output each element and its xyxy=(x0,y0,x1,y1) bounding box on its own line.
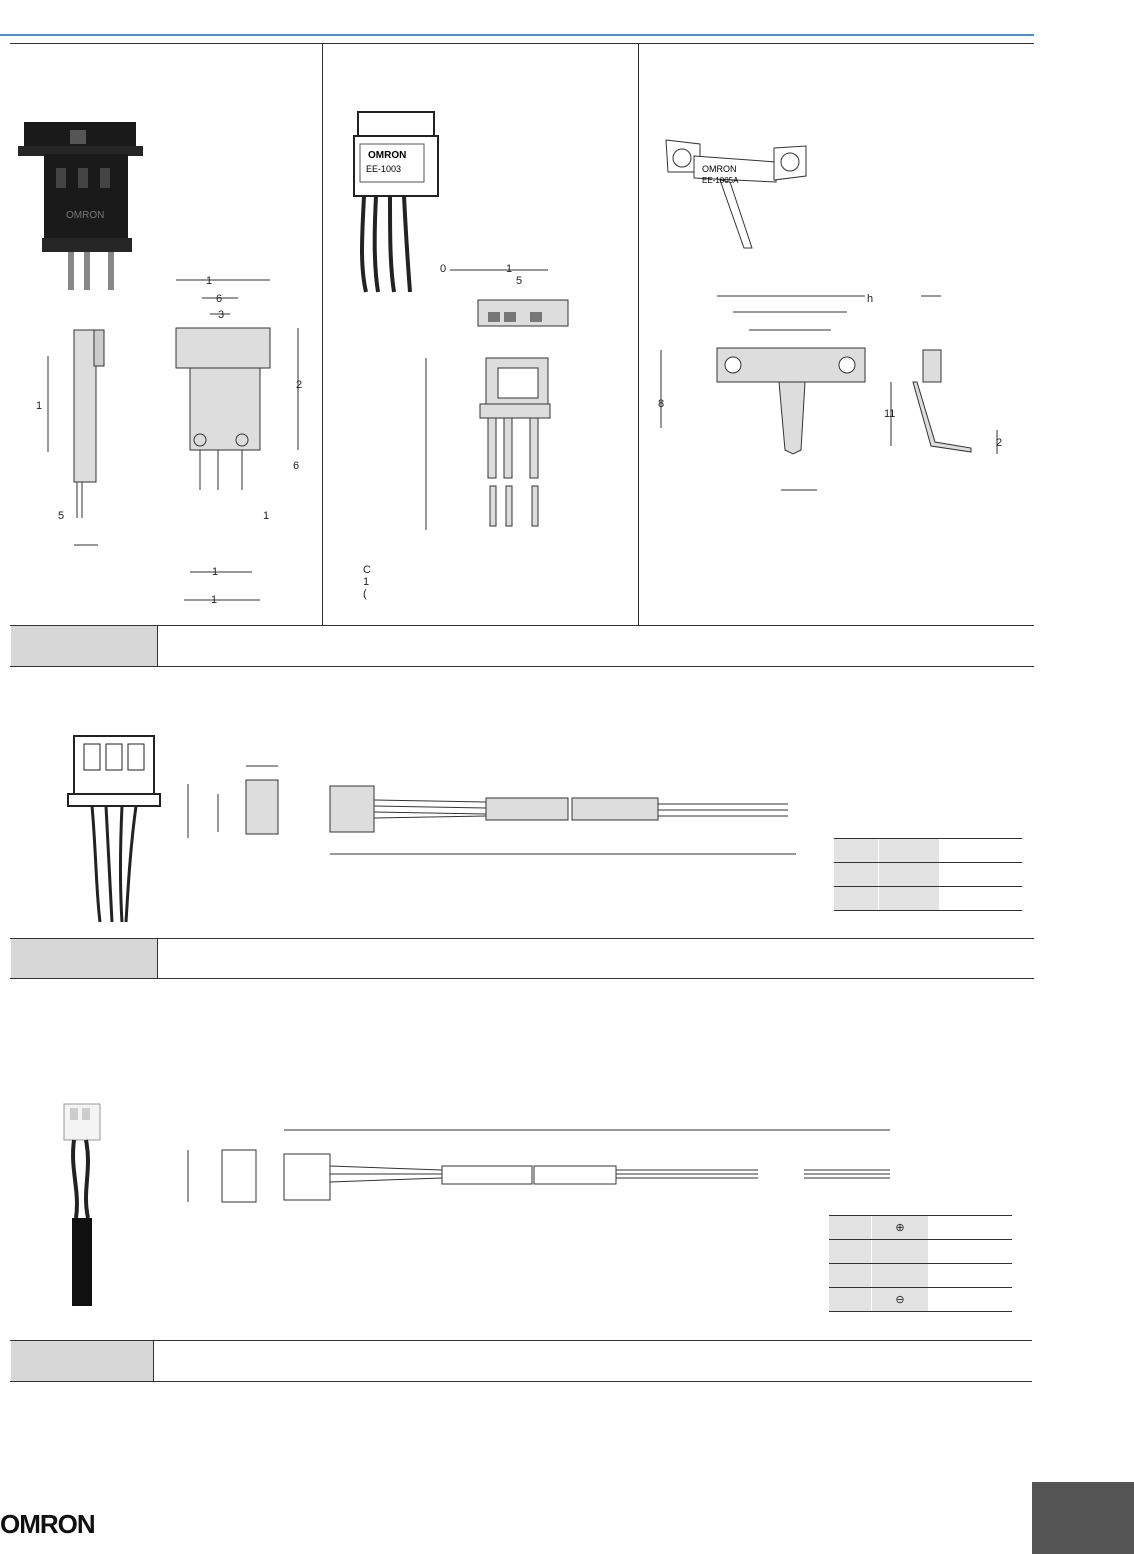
plus-icon: ⊕ xyxy=(895,1222,905,1234)
dim-label: 1 xyxy=(212,566,219,578)
panel-divider xyxy=(322,43,323,625)
page-tab-block xyxy=(1032,1482,1134,1554)
dim-label: h xyxy=(867,293,874,305)
header-rule xyxy=(0,34,1034,36)
ee1005a-product-image xyxy=(664,132,814,262)
ee1005a-side-drawing xyxy=(885,290,1005,490)
ee1003-dimension-drawing xyxy=(420,260,570,550)
dim-label: 0 xyxy=(440,263,447,275)
section-label-box xyxy=(11,626,157,666)
cable-connector-end-drawing xyxy=(180,760,300,850)
dim-label: 5 xyxy=(58,510,65,522)
svg-text:OMRON: OMRON xyxy=(66,210,105,221)
section3-label-rule xyxy=(10,1340,1032,1341)
ee1005a-label: EE-1005A xyxy=(702,176,739,185)
svg-text:OMRON: OMRON xyxy=(368,150,407,161)
svg-text:OMRON: OMRON xyxy=(702,164,737,174)
note-line: ( xyxy=(363,588,367,600)
section2-bottom-rule xyxy=(10,978,1034,979)
dim-label: 2 xyxy=(296,379,303,391)
note-line: C xyxy=(363,564,371,576)
section1-label-rule xyxy=(10,625,1034,626)
dim-label: 6 xyxy=(216,293,223,305)
ee1005a-front-drawing xyxy=(655,290,895,510)
cable-pin-table xyxy=(834,838,1022,911)
cable-connector-image xyxy=(66,730,166,925)
label-divider xyxy=(157,626,158,666)
connector-front-drawing xyxy=(140,270,320,610)
dim-label: 1 xyxy=(211,594,218,606)
dim-label: 8 xyxy=(658,398,665,410)
minus-icon: ⊖ xyxy=(895,1294,905,1306)
dim-label: 2 xyxy=(996,437,1003,449)
section2-label-rule xyxy=(10,938,1034,939)
cable2-assembly-drawing xyxy=(180,1120,900,1220)
connector-side-drawing xyxy=(40,300,110,550)
dim-label: 3 xyxy=(218,309,225,321)
section-label-box xyxy=(11,1341,153,1381)
dim-label: 1 xyxy=(506,263,513,275)
dim-label: 1 xyxy=(36,400,43,412)
section1-bottom-rule xyxy=(10,666,1034,667)
table-row xyxy=(834,839,1022,863)
section1-top-rule xyxy=(10,43,1034,44)
table-row xyxy=(834,887,1022,911)
dim-label: 1 xyxy=(206,275,213,287)
section3-bottom-rule xyxy=(10,1381,1032,1382)
label-divider xyxy=(153,1341,154,1381)
dim-label: 11 xyxy=(884,408,896,420)
dim-label: 5 xyxy=(516,275,523,287)
section-label-box xyxy=(11,939,157,978)
ee1003-note xyxy=(363,564,371,600)
dim-label: 6 xyxy=(293,460,300,472)
ee1003-label: EE-1003 xyxy=(366,164,402,174)
dim-label: 1 xyxy=(263,510,270,522)
table-row xyxy=(834,863,1022,887)
cable2-pin-table xyxy=(829,1215,1012,1312)
note-line: 1 xyxy=(363,576,370,588)
label-divider xyxy=(157,939,158,978)
table-row xyxy=(829,1216,1012,1240)
panel-divider xyxy=(638,43,639,625)
table-row xyxy=(829,1288,1012,1312)
omron-logo: OMRON xyxy=(0,1509,95,1539)
table-row xyxy=(829,1240,1012,1264)
cable-assembly-drawing xyxy=(326,770,806,865)
connector-product-image xyxy=(18,118,143,298)
table-row xyxy=(829,1264,1012,1288)
cable2-connector-image xyxy=(58,1100,108,1310)
